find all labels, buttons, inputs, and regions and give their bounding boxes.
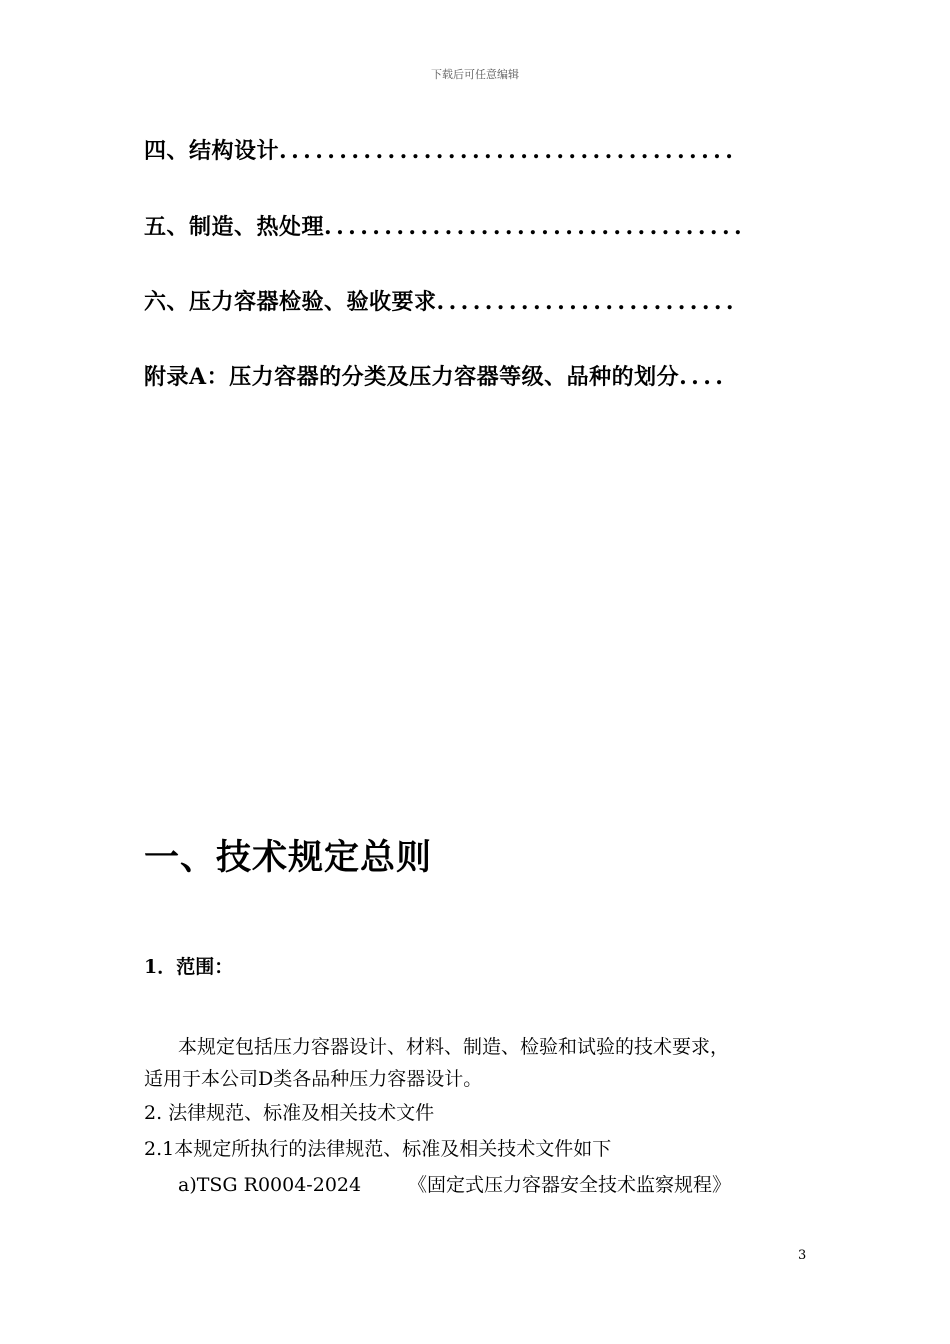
scope-paragraph-line2: 适用于本公司D类各品种压力容器设计。 xyxy=(144,1068,483,1090)
scope-paragraph-line1: 本规定包括压力容器设计、材料、制造、检验和试验的技术要求， xyxy=(178,1036,730,1058)
toc-entry-title: 附录A：压力容器的分类及压力容器等级、品种的划分 xyxy=(144,364,680,390)
page-number: 3 xyxy=(798,1248,807,1263)
toc-leader-dots: ...................................... xyxy=(279,138,738,164)
subsection-heading: 1．范围： xyxy=(144,956,234,978)
toc-entry-appendix-a[interactable] xyxy=(144,362,800,392)
toc-entry-title: 五、制造、热处理 xyxy=(144,214,325,240)
section-heading: 一、技术规定总则 xyxy=(144,837,433,878)
item-a-title: 《固定式压力容器安全技术监察规程》 xyxy=(408,1174,732,1196)
item-2-heading: 2. 法律规范、标准及相关技术文件 xyxy=(144,1102,435,1124)
item-a-code: a)TSG R0004-2024 xyxy=(178,1174,362,1196)
toc-entry-manufacturing[interactable] xyxy=(144,212,800,242)
toc-entry-title: 四、结构设计 xyxy=(144,138,280,164)
toc-leader-dots: .... xyxy=(679,364,728,390)
item-2-1-text: 2.1本规定所执行的法律规范、标准及相关技术文件如下 xyxy=(144,1138,612,1160)
toc-leader-dots: ......................... xyxy=(436,289,738,315)
toc-entry-inspection[interactable] xyxy=(144,287,800,317)
toc-entry-structure-design[interactable] xyxy=(144,136,800,166)
toc-entry-title: 六、压力容器检验、验收要求 xyxy=(144,289,437,315)
page-header: 下载后可任意编辑 xyxy=(431,68,519,81)
toc-leader-dots: ................................... xyxy=(324,214,747,240)
